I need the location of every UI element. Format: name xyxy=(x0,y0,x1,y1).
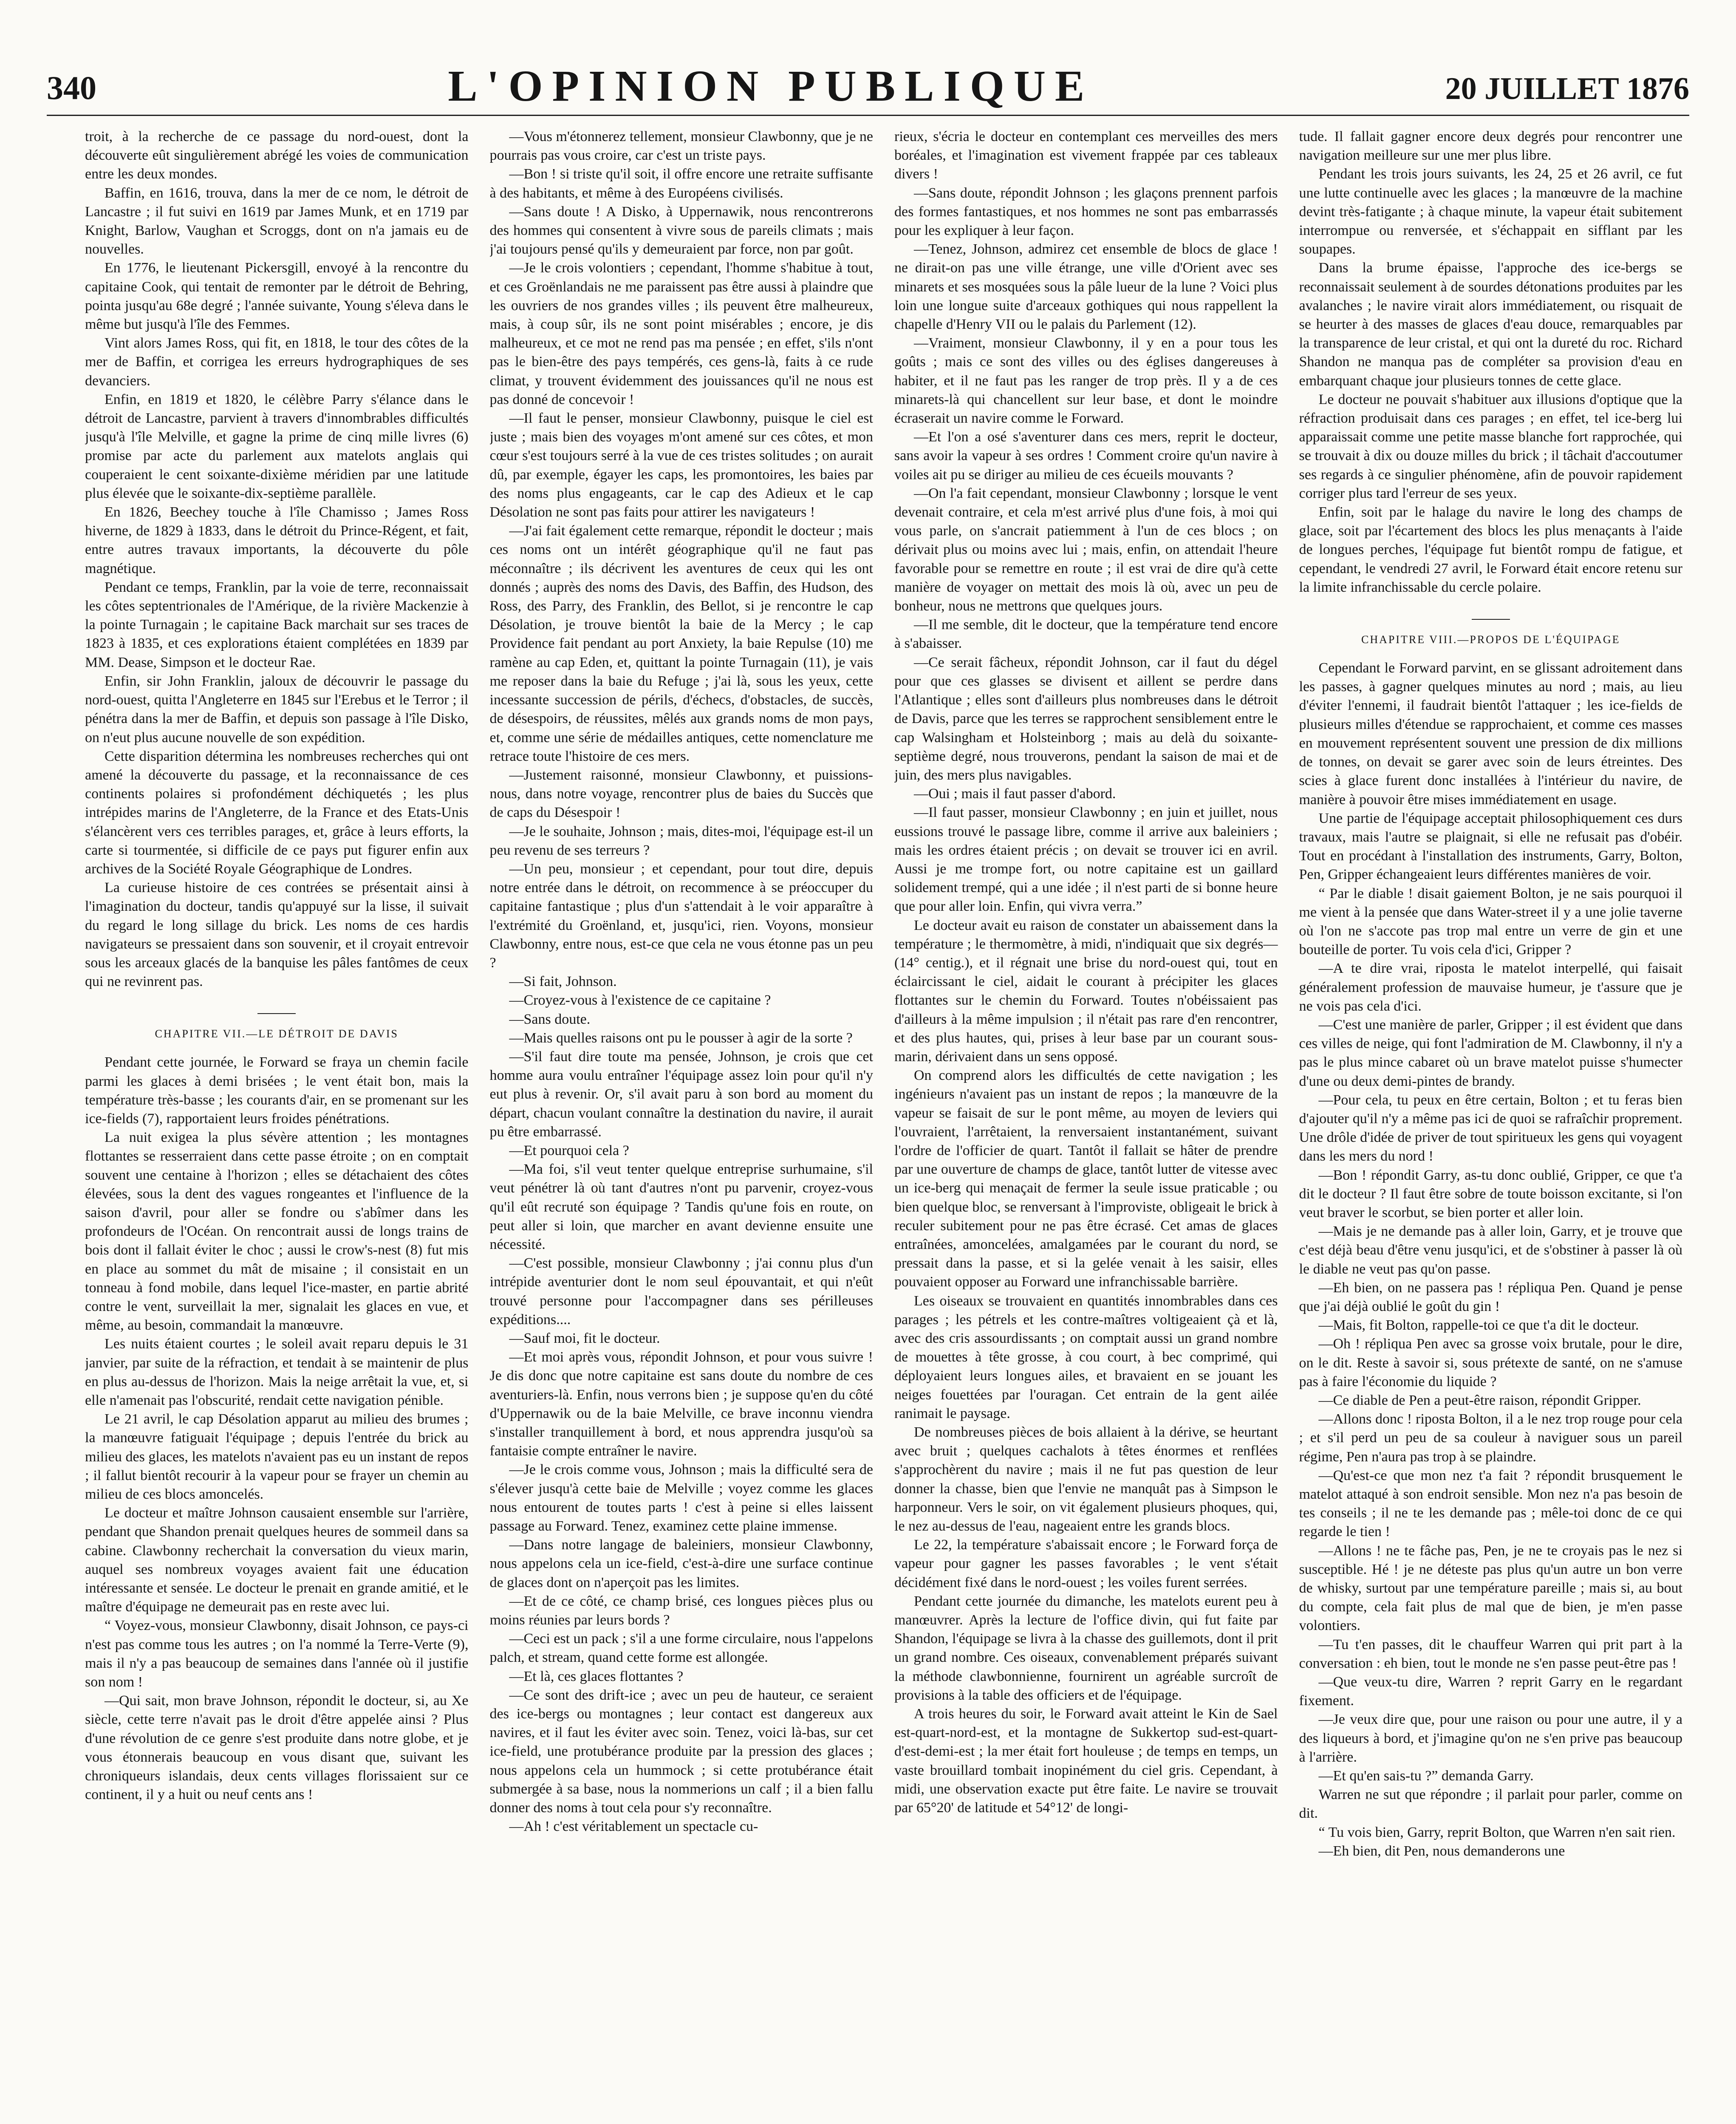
paragraph: —Ma foi, s'il veut tenter quelque entreprise surhumaine, s'il veut pénétrer là où tant d'autres n'ont pu parvenir, croyez-vous qu'il eût recruté son équipage ? Tandis qu'une fois en route, on peut aller si loin, que marcher en avant devienne ensuite une nécessité. xyxy=(489,1161,873,1252)
paragraph: —Il faut le penser, monsieur Clawbonny, puisque le ciel est juste ; mais bien des voyages m'ont amené sur ces côtes, et mon cœur s'est toujours serré à la vue de ces tristes solitudes ; on aurait dû, par exemple, égayer les caps, les promontoires, les baies par des noms plus engageants, car le cap des Adieux et le cap Désolation ne sont pas faits pour attirer les navigateurs ! xyxy=(489,410,873,520)
paragraph: —C'est une manière de parler, Gripper ; il est évident que dans ces villes de neige, qui font l'admiration de M. Clawbonny, il n'y a pas le plus mince cabaret où un brave matelot puisse s'humecter d'une ou deux demi-pintes de brandy. xyxy=(1299,1017,1682,1089)
paragraph: —Et l'on a osé s'aventurer dans ces mers, reprit le docteur, sans avoir la vapeur à ses ordres ! Comment croire qu'un navire à voiles ait pu se diriger au milieu de ces écueils mouvants ? xyxy=(894,429,1278,483)
paragraph: rieux, s'écria le docteur en contemplant ces merveilles des mers boréales, et l'imagination est vivement frappée par ces tableaux divers ! xyxy=(894,129,1278,182)
paragraph: —Eh bien, on ne passera pas ! répliqua Pen. Quand je pense que j'ai déjà oublié le goût du gin ! xyxy=(1299,1279,1682,1314)
paragraph: —Vous m'étonnerez tellement, monsieur Clawbonny, que je ne pourrais pas vous croire, car c'est un triste pays. xyxy=(489,129,873,164)
paragraph: —Sans doute ! A Disko, à Uppernawik, nous rencontrerons des hommes qui consentent à vivre sous de pareils climats ; mais j'ai toujours pensé qu'ils y demeuraient par force, non par goût. xyxy=(489,203,873,257)
paragraph: Le 22, la température s'abaissait encore ; le Forward força de vapeur pour gagner les passes favorables ; le vent s'était décidément fixé dans le nord-ouest ; les voiles furent serrées. xyxy=(894,1537,1278,1590)
paragraph: Baffin, en 1616, trouva, dans la mer de ce nom, le détroit de Lancastre ; il fut suivi en 1619 par James Munk, et en 1719 par Knight, Barlow, Vaughan et Scroggs, dont on n'a jamais eu de nouvelles. xyxy=(85,185,469,257)
paragraph: —Tu t'en passes, dit le chauffeur Warren qui prit part à la conversation : eh bien, tout le monde ne s'en passe peut-être pas ! xyxy=(1299,1636,1682,1671)
column-1 xyxy=(85,127,469,2124)
paragraph: —On l'a fait cependant, monsieur Clawbonny ; lorsque le vent devenait contraire, et cela m'est arrivé plus d'une fois, à moi qui vous parle, on s'ancrait patiemment à l'un de ces blocs ; on dérivait plus ou moins avec lui ; mais, enfin, on attendait l'heure favorable pour se remettre en route ; il est vrai de dire qu'à cette manière de voyager on mettait des mois là où, avec un peu de bonheur, nous ne mettrons que quelques jours. xyxy=(894,485,1278,614)
column-3 xyxy=(894,127,1278,2124)
paragraph: —Ce sont des drift-ice ; avec un peu de hauteur, ce seraient des ice-bergs ou montagnes ; leur contact est dangereux aux navires, et il faut les éviter avec soin. Tenez, voici là-bas, sur cet ice-field, une protubérance produite par la pression des glaces ; nous appelons cela un hummock ; si cette protubérance était submergée à sa base, nous la nommerions un calf ; il a bien fallu donner des noms à tout cela pour s'y reconnaître. xyxy=(489,1687,873,1816)
column-3-text xyxy=(894,127,1278,2124)
paragraph: Cependant le Forward parvint, en se glissant adroitement dans les passes, à gagner quelques minutes au nord ; mais, au lieu d'éviter l'ennemi, il faudrait bientôt l'attaquer ; les ice-fields de plusieurs milles d'étendue se rapprochaient, et comme ces masses en mouvement représentent souvent une pression de dix millions de tonnes, on devait se garer avec soin de leurs étreintes. Des scies à glace furent donc installées à l'intérieur du navire, de manière à pouvoir être mises immédiatement en usage. xyxy=(1299,660,1682,808)
paragraph: —Oh ! répliqua Pen avec sa grosse voix brutale, pour le dire, on le dit. Reste à savoir si, sous prétexte de santé, on ne s'amuse pas à faire l'économie du liquide ? xyxy=(1299,1336,1682,1390)
paragraph: —J'ai fait également cette remarque, répondit le docteur ; mais ces noms ont un intérêt géographique qu'il ne faut pas méconnaître ; ils décrivent les aventures de ceux qui les ont donnés ; auprès des noms des Davis, des Baffin, des Hudson, des Ross, des Parry, des Franklin, des Bellot, si je rencontre le cap Désolation, je trouve bientôt la baie de la Mercy ; le cap Providence fait pendant au port Anxiety, la baie Repulse (10) me ramène au cap Eden, et, quittant la pointe Turnagain (11), je vais me reposer dans la baie du Refuge ; j'ai là, sous les yeux, cette incessante succession de périls, d'échecs, d'obstacles, de succès, de désespoirs, de réussites, mêlés aux grands noms de mon pays, et, comme une série de médailles antiques, cette nomenclature me retrace toute l'histoire de ces mers. xyxy=(489,523,873,764)
paragraph: —Un peu, monsieur ; et cependant, pour tout dire, depuis notre entrée dans le détroit, on recommence à se préoccuper du capitaine fantastique ; plus d'un s'attendait à le voir apparaître à l'extrémité du Groënland, et, jusqu'ici, rien. Voyons, monsieur Clawbonny, entre nous, est-ce que cela ne vous étonne pas un peu ? xyxy=(489,861,873,971)
paragraph: La nuit exigea la plus sévère attention ; les montagnes flottantes se resserraient dans cette passe étroite ; on en comptait souvent une centaine à l'horizon ; elles se détachaient des côtes élevées, sous la dent des vagues rongeantes et l'influence de la saison d'avril, pour aller se fondre ou s'abîmer dans les profondeurs de l'Océan. On rencontrait aussi de longs trains de bois dont il fallait éviter le choc ; aussi le crow's-nest (8) fut mis en place au sommet du mât de misaine ; il consistait en un tonneau à fond mobile, dans lequel l'ice-master, en partie abrité contre le vent, surveillait la mer, signalait les glaces en vue, et même, au besoin, commandait la manœuvre. xyxy=(85,1130,469,1333)
column-4 xyxy=(1299,127,1683,2124)
paragraph: —A te dire vrai, riposta le matelot interpellé, qui faisait généralement profession de mauvaise humeur, je t'assure que je ne vois pas cela d'ici. xyxy=(1299,960,1682,1014)
paragraph: Une partie de l'équipage acceptait philosophiquement ces durs travaux, mais l'autre se plaignait, si elle ne refusait pas d'obéir. Tout en procédant à l'installation des instruments, Garry, Bolton, Pen, Gripper échangeaient leurs différentes manières de voir. xyxy=(1299,810,1682,883)
page-number: 340 xyxy=(47,69,96,106)
paragraph: —Et là, ces glaces flottantes ? xyxy=(509,1668,684,1684)
newspaper-title: L'OPINION PUBLIQUE xyxy=(448,62,1094,110)
paragraph: Enfin, sir John Franklin, jaloux de découvrir le passage du nord-ouest, quitta l'Angleterre en 1845 sur l'Erebus et le Terror ; il pénétra dans la mer de Baffin, et depuis son passage à l'île Disko, on n'eut plus aucune nouvelle de son expédition. xyxy=(85,673,469,746)
paragraph: —Oui ; mais il faut passer d'abord. xyxy=(914,786,1116,802)
paragraph: —Et de ce côté, ce champ brisé, ces longues pièces plus ou moins réunies par leurs bords ? xyxy=(489,1593,873,1628)
paragraph: De nombreuses pièces de bois allaient à la dérive, se heurtant avec bruit ; quelques cachalots à têtes énormes et renflées s'approchèrent du navire ; mais il ne fut pas question de leur donner la chasse, bien que l'envie ne manquât pas à Simpson le harponneur. Vers le soir, on vit également plusieurs phoques, qui, le nez au-dessus de l'eau, nageaient entre les grands blocs. xyxy=(894,1424,1278,1534)
paragraph: —Pour cela, tu peux en être certain, Bolton ; et tu feras bien d'ajouter qu'il n'y a même pas ici de quoi se rafraîchir proprement. Une drôle d'idée de priver de tout spiritueux les gens qui voyagent dans les mers du nord ! xyxy=(1299,1092,1682,1164)
paragraph: Le 21 avril, le cap Désolation apparut au milieu des brumes ; la manœuvre fatiguait l'équipage ; depuis l'entrée du brick au milieu des glaces, les matelots n'avaient pas eu un instant de repos ; il fallut bientôt recourir à la vapeur pour se frayer un chemin au milieu de ces blocs amoncelés. xyxy=(85,1411,469,1503)
paragraph: —Et qu'en sais-tu ?” demanda Garry. xyxy=(1318,1768,1534,1784)
paragraph: Pendant ce temps, Franklin, par la voie de terre, reconnaissait les côtes septentrionales de l'Amérique, de la rivière Mackenzie à la pointe Turnagain ; le capitaine Back marchait sur ses traces de 1823 à 1835, et ces explorations étaient complétées en 1839 par MM. Dease, Simpson et le docteur Rae. xyxy=(85,579,469,670)
paragraph: —Il me semble, dit le docteur, que la température tend encore à s'abaisser. xyxy=(894,617,1278,652)
chapter-heading: CHAPITRE VIII.—PROPOS DE L'ÉQUIPAGE xyxy=(1299,619,1683,646)
paragraph: En 1776, le lieutenant Pickersgill, envoyé à la rencontre du capitaine Cook, qui tentait de remonter par le détroit de Behring, pointa jusqu'au 68e degré ; l'année suivante, Young s'éleva dans le même but jusqu'à l'île des Femmes. xyxy=(85,260,469,333)
column-2-text xyxy=(490,127,874,2124)
paragraph: —Et moi après vous, répondit Johnson, et pour vous suivre ! Je dis donc que notre capitaine est sans doute du nombre de ces aventuriers-là. Enfin, nous verrons bien ; je suppose qu'en du côté d'Uppernawik ou de la baie Melville, ce brave inconnu viendra s'installer tranquillement à bord, et nous apprendra jusqu'où sa fantaisie compte entraîner le navire. xyxy=(489,1349,873,1459)
paragraph: —Mais je ne demande pas à aller loin, Garry, et je trouve que c'est déjà beau d'être venu jusqu'ici, et de s'obstiner à passer là où le diable ne veut pas qu'on passe. xyxy=(1299,1223,1682,1277)
paragraph: —Eh bien, dit Pen, nous demanderons une xyxy=(1318,1843,1565,1859)
paragraph: —Je le crois volontiers ; cependant, l'homme s'habitue à tout, et ces Groënlandais ne me paraissent pas être aussi à plaindre que les ouvriers de nos grandes villes ; ils peuvent être malheureux, mais, à coup sûr, ils ne sont point misérables ; encore, je dis malheureux, et ce mot ne rend pas ma pensée ; en effet, s'ils n'ont pas le bien-être des pays tempérés, ces gens-là, faits à ce rude climat, y trouvent évidemment des jouissances qu'il ne nous est pas donné de concevoir ! xyxy=(489,260,873,407)
paragraph: —Il faut passer, monsieur Clawbonny ; en juin et juillet, nous eussions trouvé le passage libre, comme il arrive aux baleiniers ; mais les ordres étaient précis ; on devait se trouver ici en avril. Aussi je me trompe fort, ou notre capitaine est un gaillard solidement trempé, qui a une idée ; il n'est parti de si bonne heure que pour aller loin. Enfin, qui vivra verra.” xyxy=(894,805,1278,915)
paragraph: Cette disparition détermina les nombreuses recherches qui ont amené la découverte du passage, et la reconnaissance de ces continents polaires si profondément déchiquetés ; les plus intrépides marins de l'Angleterre, de la France et des Etats-Unis s'élancèrent vers ces terribles parages, et, grâce à leurs efforts, la carte si tourmentée, si difficile de ce pays put figurer enfin aux archives de la Société Royale Géographique de Londres. xyxy=(85,748,469,877)
paragraph: “ Tu vois bien, Garry, reprit Bolton, que Warren n'en sait rien. xyxy=(1318,1824,1676,1840)
column-2 xyxy=(490,127,874,2124)
paragraph: —Croyez-vous à l'existence de ce capitaine ? xyxy=(509,992,771,1008)
column-4-text xyxy=(1299,127,1683,2124)
paragraph: On comprend alors les difficultés de cette navigation ; les ingénieurs n'avaient pas un instant de repos ; la manœuvre de la vapeur se faisait de sur le pont même, au moyen de leviers qui l'ouvraient, l'arrêtaient, la renversaient instantanément, suivant l'ordre de l'officier de quart. Tantôt il fallait se hâter de prendre par une ouverture de champs de glace, tantôt lutter de vitesse avec un ice-berg qui menaçait de fermer la seule issue praticable ; ou bien quelque bloc, se renversant à l'improviste, obligeait le brick à reculer subitement pour ne pas être écrasé. Cet amas de glaces entraînées, amoncelées, amalgamées par le courant du nord, se pressait dans la passe, et si la gelée venait à les saisir, elles pouvaient opposer au Forward une infranchissable barrière. xyxy=(894,1068,1278,1290)
paragraph: —Je le souhaite, Johnson ; mais, dites-moi, l'équipage est-il un peu revenu de ses terreurs ? xyxy=(489,823,873,858)
column-1-text xyxy=(85,127,469,2124)
paragraph: —Que veux-tu dire, Warren ? reprit Garry en le regardant fixement. xyxy=(1299,1674,1682,1709)
paragraph: “ Par le diable ! disait gaiement Bolton, je ne sais pourquoi il me vient à la pensée que dans Water-street il y a une jolie taverne où l'on ne s'accote pas trop mal entre un verre de gin et une bouteille de porter. Tu vois cela d'ici, Gripper ? xyxy=(1299,885,1682,958)
paragraph: —Si fait, Johnson. xyxy=(509,974,617,990)
paragraph: Le docteur avait eu raison de constater un abaissement dans la température ; le thermomètre, à midi, n'indiquait que six degrés—(14° centig.), et il régnait une brise du nord-ouest qui, tout en éclaircissant le ciel, aidait le courant à précipiter les glaces flottantes sur le chemin du Forward. Toutes n'obéissaient pas d'ailleurs à la même impulsion ; il n'était pas rare d'en rencontrer, et des plus hautes, qui, prises à leur base par un courant sous-marin, dérivaient dans un sens opposé. xyxy=(894,917,1278,1065)
paragraph: —Vraiment, monsieur Clawbonny, il y en a pour tous les goûts ; mais ce sont des villes ou des églises dangereuses à habiter, et il ne faut pas les ranger de trop près. Il y a de ces minarets-là qui chancellent sur leur base, et dont le moindre écraserait un navire comme le Forward. xyxy=(894,335,1278,426)
paragraph: Les nuits étaient courtes ; le soleil avait reparu depuis le 31 janvier, par suite de la réfraction, et tendait à se maintenir de plus en plus au-dessus de l'horizon. Mais la neige arrêtait la vue, et, si elle n'amenait pas l'obscurité, rendait cette navigation pénible. xyxy=(85,1336,469,1408)
masthead xyxy=(47,42,1689,116)
issue-date: 20 JUILLET 1876 xyxy=(1445,71,1689,106)
paragraph: —Et pourquoi cela ? xyxy=(509,1142,629,1158)
paragraph: Enfin, en 1819 et 1820, le célèbre Parry s'élance dans le détroit de Lancastre, parvient à travers d'innombrables difficultés jusqu'à l'île Melville, et gagne la prime de cinq mille livres (6) promise par acte du parlement aux matelots anglais qui couperaient le cent soixante-dixième méridien par une latitude plus élevée que le soixante-dix-septième parallèle. xyxy=(85,391,469,501)
article-columns xyxy=(85,127,1682,2124)
paragraph: Pendant cette journée, le Forward se fraya un chemin facile parmi les glaces à demi brisées ; le vent était bon, mais la température très-basse ; les courants d'air, en se promenant sur les ice-fields (7), rapportaient leurs froides pénétrations. xyxy=(85,1054,469,1127)
paragraph: Pendant cette journée du dimanche, les matelots eurent peu à manœuvrer. Après la lecture de l'office divin, qui fut faite par Shandon, l'équipage se livra à la chasse des guillemots, dont il prit un grand nombre. Ces oiseaux, convenablement préparés suivant la méthode clawbonnienne, fournirent un agréable surcroît de provisions à la table des officiers et de l'équipage. xyxy=(894,1593,1278,1703)
paragraph: —Ceci est un pack ; s'il a une forme circulaire, nous l'appelons palch, et stream, quand cette forme est allongée. xyxy=(489,1631,873,1666)
paragraph: Enfin, soit par le halage du navire le long des champs de glace, soit par l'écartement des blocs les plus menaçants à l'aide de longues perches, l'équipage fut bientôt rompu de fatigue, et cependant, le vendredi 27 avril, le Forward était encore retenu sur la limite infranchissable du cercle polaire. xyxy=(1299,504,1682,595)
paragraph: A trois heures du soir, le Forward avait atteint le Kin de Sael est-quart-nord-est, et la montagne de Sukkertop sud-est-quart-d'est-demi-est ; la mer était fort houleuse ; de temps en temps, un vaste brouillard tombait inopinément du ciel gris. Cependant, à midi, une observation exacte put être faite. Le navire se trouvait par 65°20' de latitude et 54°12' de longi- xyxy=(894,1706,1278,1816)
paragraph: troit, à la recherche de ce passage du nord-ouest, dont la découverte eût singulièrement abrégé les voies de communication entre les deux mondes. xyxy=(85,129,469,182)
paragraph: “ Voyez-vous, monsieur Clawbonny, disait Johnson, ce pays-ci n'est pas comme tous les autres ; on l'a nommé la Terre-Verte (9), mais il n'y a pas beaucoup de semaines dans l'année où il justifie son nom ! xyxy=(85,1618,469,1690)
paragraph: Pendant les trois jours suivants, les 24, 25 et 26 avril, ce fut une lutte continuelle avec les glaces ; la manœuvre de la machine devint très-fatigante ; à chaque minute, la vapeur était subitement interrompue ou renversée, et s'échappait en sifflant par les soupapes. xyxy=(1299,166,1682,257)
paragraph: —Ah ! c'est véritablement un spectacle cu- xyxy=(509,1819,758,1835)
paragraph: —Je le crois comme vous, Johnson ; mais la difficulté sera de s'élever jusqu'à cette baie de Melville ; voyez comme les glaces nous entourent de toutes parts ! c'est à peine si elles laissent passage au Forward. Tenez, examinez cette plaine immense. xyxy=(489,1462,873,1534)
paragraph: Le docteur ne pouvait s'habituer aux illusions d'optique que la réfraction produisait dans ces parages ; en effet, tel ice-berg lui apparaissait comme une petite masse blanche fort rapprochée, qui se trouvait à dix ou douze milles du brick ; il tâchait d'accoutumer ses regards à ce singulier phénomène, afin de pouvoir rapidement corriger plus tard l'erreur de ses yeux. xyxy=(1299,391,1682,501)
paragraph: tude. Il fallait gagner encore deux degrés pour rencontrer une navigation meilleure sur une mer plus libre. xyxy=(1299,129,1682,164)
paragraph: —Justement raisonné, monsieur Clawbonny, et puissions-nous, dans notre voyage, rencontrer plus de baies du Succès que de caps du Désespoir ! xyxy=(489,767,873,821)
paragraph: Vint alors James Ross, qui fit, en 1818, le tour des côtes de la mer de Baffin, et corrigea les erreurs hydrographiques de ses devanciers. xyxy=(85,335,469,389)
paragraph: —S'il faut dire toute ma pensée, Johnson, je crois que cet homme aura voulu entraîner l'équipage assez loin pour qu'il n'y eut plus à revenir. Or, s'il avait paru à son bord au moment du départ, chacun voulant connaître la destination du navire, il aurait pu être embarrassé. xyxy=(489,1048,873,1140)
paragraph: —Ce serait fâcheux, répondit Johnson, car il faut du dégel pour que ces glasses se divisent et aillent se perdre dans l'Atlantique ; elles sont d'ailleurs plus nombreuses dans le détroit de Davis, parce que les terres se rapprochent sensiblement entre le cap Walsingham et Holsteinborg ; mais au delà du soixante-septième degré, nous trouverons, pendant la saison de mai et de juin, des mers plus navigables. xyxy=(894,654,1278,783)
paragraph: —Mais, fit Bolton, rappelle-toi ce que t'a dit le docteur. xyxy=(1318,1317,1639,1333)
paragraph: —Qu'est-ce que mon nez t'a fait ? répondit brusquement le matelot attaqué à son endroit sensible. Mon nez n'a pas besoin de tes conseils ; il ne te les demande pas ; mêle-toi donc de ce qui regarde le tien ! xyxy=(1299,1467,1682,1540)
chapter-heading: CHAPITRE VII.—LE DÉTROIT DE DAVIS xyxy=(85,1013,469,1040)
paragraph: —Tenez, Johnson, admirez cet ensemble de blocs de glace ! ne dirait-on pas une ville étrange, une ville d'Orient avec ses minarets et ses mosquées sous la pâle lueur de la lune ? Voici plus loin une longue suite d'arceaux gothiques qui nous rappellent la chapelle d'Henry VII ou le palais du Parlement (12). xyxy=(894,241,1278,333)
paragraph: Le docteur et maître Johnson causaient ensemble sur l'arrière, pendant que Shandon prenait quelques heures de sommeil dans sa cabine. Clawbonny recherchait la conversation du vieux marin, auquel ses nombreux voyages avaient fait une éducation intéressante et sensée. Le docteur le prenait en grande amitié, et le maître d'équipage ne demeurait pas en reste avec lui. xyxy=(85,1505,469,1615)
paragraph: —Ce diable de Pen a peut-être raison, répondit Gripper. xyxy=(1318,1392,1641,1408)
paragraph: —Mais quelles raisons ont pu le pousser à agir de la sorte ? xyxy=(509,1030,853,1046)
paragraph: —Dans notre langage de baleiniers, monsieur Clawbonny, nous appelons cela un ice-field, c'est-à-dire une surface continue de glaces dont on n'aperçoit pas les limites. xyxy=(489,1537,873,1590)
paragraph: —Allons ! ne te fâche pas, Pen, je ne te croyais pas le nez si susceptible. Hé ! je ne déteste pas plus qu'un autre un bon verre de whisky, surtout par une température pareille ; mais si, au bout du compte, cela fait plus de mal que de bien, je m'en passe volontiers. xyxy=(1299,1542,1682,1634)
paragraph: —Sauf moi, fit le docteur. xyxy=(509,1330,660,1346)
paragraph: —Qui sait, mon brave Johnson, répondit le docteur, si, au Xe siècle, cette terre n'avait pas le droit d'être appelée ainsi ? Plus d'une révolution de ce genre s'est produite dans notre globe, et je vous étonnerais beaucoup en vous disant que, suivant les chroniqueurs islandais, deux cents villages florissaient sur ce continent, il y a huit ou neuf cents ans ! xyxy=(85,1693,469,1803)
paragraph: —Bon ! si triste qu'il soit, il offre encore une retraite suffisante à des habitants, et même à des Européens civilisés. xyxy=(489,166,873,201)
paragraph: Warren ne sut que répondre ; il parlait pour parler, comme on dit. xyxy=(1299,1787,1682,1822)
paragraph: —Allons donc ! riposta Bolton, il a le nez trop rouge pour cela ; et s'il perd un peu de sa couleur à naviguer sous un pareil régime, Pen n'aura pas trop à se plaindre. xyxy=(1299,1411,1682,1465)
paragraph: —Sans doute. xyxy=(509,1011,591,1027)
paragraph: La curieuse histoire de ces contrées se présentait ainsi à l'imagination du docteur, tandis qu'appuyé sur la lisse, il suivait du regard le long sillage du brick. Les noms de ces hardis navigateurs se pressaient dans son souvenir, et il croyait entrevoir sous les arceaux glacés de la banquise les pâles fantômes de ceux qui ne revinrent pas. xyxy=(85,880,469,990)
paragraph: —Je veux dire que, pour une raison ou pour une autre, il y a des liqueurs à bord, et j'imagine qu'on ne s'en prive pas beaucoup à l'arrière. xyxy=(1299,1712,1682,1765)
paragraph: Les oiseaux se trouvaient en quantités innombrables dans ces parages ; les pétrels et les contre-maîtres voltigeaient çà et là, avec des cris assourdissants ; on comptait aussi un grand nombre de mouettes à tête grosse, à cou court, à bec comprimé, qui déployaient leurs longues ailes, et bravaient en se jouant les neiges fouettées par l'ouragan. Cet entrain de la gent ailée ranimait le paysage. xyxy=(894,1293,1278,1421)
paragraph: —Sans doute, répondit Johnson ; les glaçons prennent parfois des formes fantastiques, et nos hommes ne sont pas embarrassés pour les expliquer à leur façon. xyxy=(894,185,1278,239)
paragraph: Dans la brume épaisse, l'approche des ice-bergs se reconnaissait seulement à de sourdes détonations produites par les avalanches ; le navire virait alors immédiatement, ou risquait de se heurter à des masses de glaces d'eau douce, remarquables par la transparence de leur cristal, et qui ont la dureté du roc. Richard Shandon ne manqua pas de compléter sa provision d'eau en embarquant chaque jour plusieurs tonnes de cette glace. xyxy=(1299,260,1682,389)
paragraph: —C'est possible, monsieur Clawbonny ; j'ai connu plus d'un intrépide aventurier dont le nom seul épouvantait, et qui n'eût trouvé personne pour l'accompagner dans ses périlleuses expéditions.... xyxy=(489,1255,873,1328)
paragraph: En 1826, Beechey touche à l'île Chamisso ; James Ross hiverne, de 1829 à 1833, dans le détroit du Prince-Régent, et fait, entre autres travaux importants, la découverte du pôle magnétique. xyxy=(85,504,469,576)
paragraph: —Bon ! répondit Garry, as-tu donc oublié, Gripper, ce que t'a dit le docteur ? Il faut être sobre de toute boisson excitante, si l'on veut braver le scorbut, se bien porter et aller loin. xyxy=(1299,1167,1682,1220)
